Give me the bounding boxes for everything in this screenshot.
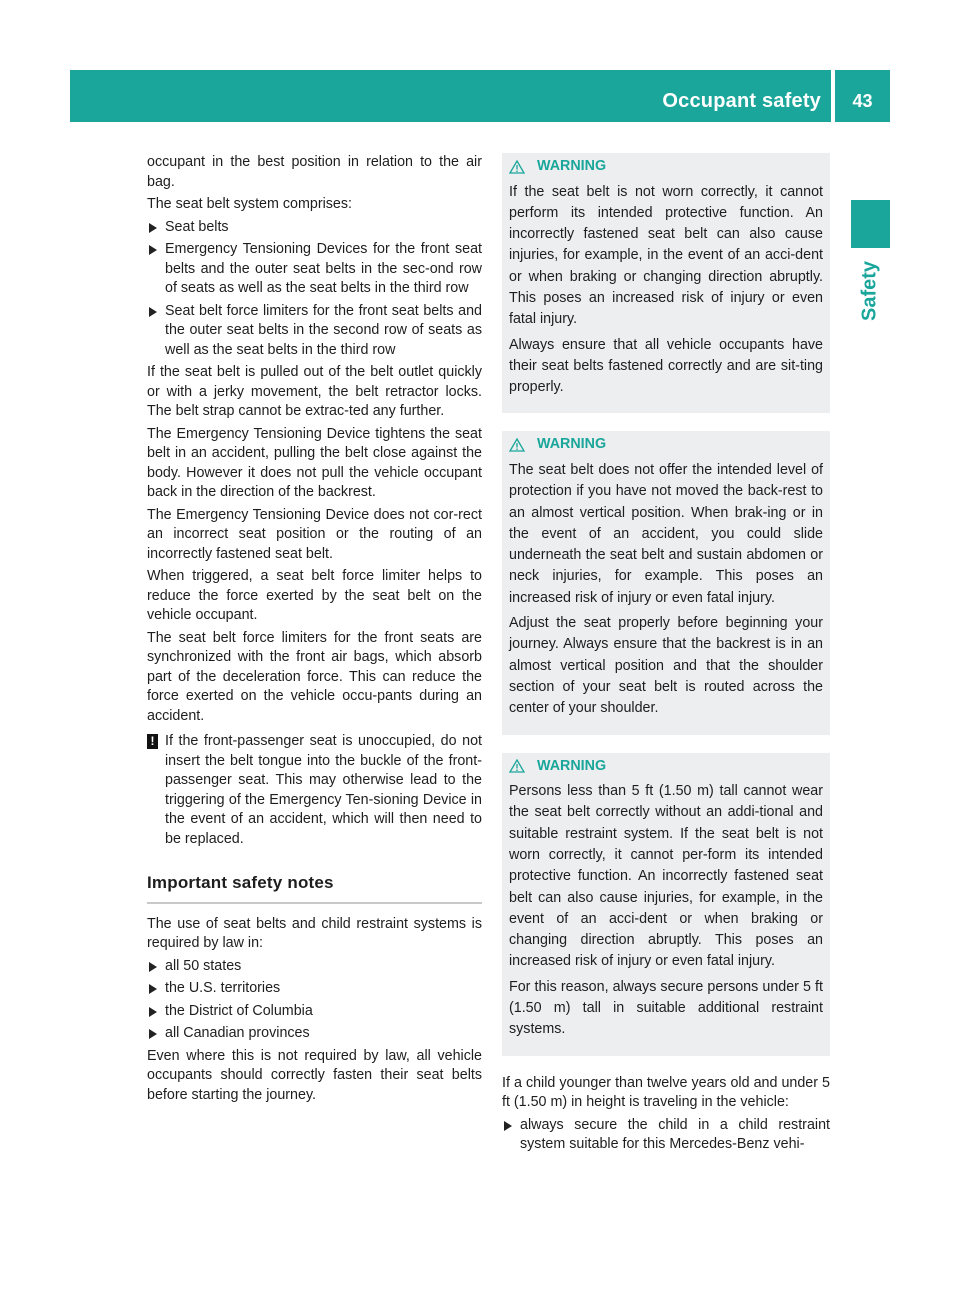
warning-box: [502, 431, 830, 734]
warning-box: [502, 153, 830, 413]
paragraph: Adjust the seat properly before beginning your journey. Always ensure that the backrest is in an almost vertical position and that the shoulder section of your seat belt is routed across the center of your shoulder.: [509, 615, 823, 717]
paragraph: Even where this is not required by law, all vehicle occupants should correctly fasten their seat belts before starting the journey.: [147, 1047, 482, 1103]
list-item: always secure the child in a child restraint system suitable for this Mercedes-Benz vehi-: [502, 1116, 830, 1155]
component-list: [147, 218, 482, 361]
list-item: Emergency Tensioning Devices for the front seat belts and the outer seat belts in the sec-ond row of seats as well as the seat belts in the third row: [147, 240, 482, 299]
warning-triangle-icon: [509, 160, 525, 174]
left-column: [147, 153, 482, 1108]
list-item: Seat belt force limiters for the front seat belts and the outer seat belts in the second row of seats as well as the seat belts in the third row: [147, 302, 482, 361]
warning-label: WARNING: [537, 757, 607, 774]
list-item: all 50 states: [147, 957, 482, 977]
jurisdiction-list: [147, 957, 482, 1044]
list-item: the U.S. territories: [147, 979, 482, 999]
warning-label: WARNING: [537, 158, 607, 174]
list-item: Seat belts: [147, 218, 482, 238]
paragraph: If the seat belt is not worn correctly, it cannot perform its intended protective function. An incorrectly fastened seat belt can also cause injuries, for example, in the event of an acci-dent or when braking or changing direction abruptly. This poses an increased risk of injury or even fatal injury.: [509, 183, 823, 328]
paragraph: For this reason, always secure persons under 5 ft (1.50 m) tall in suitable additional restraint systems.: [509, 978, 823, 1038]
warning-title: [509, 157, 823, 177]
warning-triangle-icon: [509, 759, 525, 773]
note-block: [147, 732, 482, 849]
warning-box: [502, 753, 830, 1056]
right-column: [502, 153, 830, 1158]
paragraph: The seat belt does not offer the intended level of protection if you have not moved the back-rest to an almost vertical position. When brak-ing or in the event of an accident, you could slide underneath the seat belt and sustain abdomen or neck injuries, for example. This poses an increased risk of injury or even fatal injury.: [509, 461, 823, 606]
side-tab-marker: [851, 200, 890, 248]
paragraph: The Emergency Tensioning Device does not cor-rect an incorrect seat position or the routing of an incorrectly fastened seat belt.: [147, 506, 482, 562]
page-number: 43: [835, 70, 890, 122]
paragraph: The use of seat belts and child restraint systems is required by law in:: [147, 915, 482, 951]
warning-label: WARNING: [537, 436, 607, 453]
paragraph: If a child younger than twelve years old and under 5 ft (1.50 m) in height is traveling in the vehicle:: [502, 1074, 830, 1111]
side-tab-label: Safety: [858, 260, 881, 322]
paragraph: The Emergency Tensioning Device tightens the seat belt in an accident, pulling the belt close against the body. However it does not pull the vehicle occupant back in the direction of the backrest.: [147, 425, 482, 500]
paragraph: When triggered, a seat belt force limiter helps to reduce the force exerted by the seat belt on the vehicle occupant.: [147, 568, 482, 623]
paragraph: The seat belt system comprises:: [147, 196, 352, 212]
paragraph: If the seat belt is pulled out of the belt outlet quickly or with a jerky movement, the belt retractor locks. The belt strap cannot be extrac-ted any further.: [147, 364, 482, 419]
warning-title: [509, 757, 823, 777]
paragraph: Always ensure that all vehicle occupants have their seat belts fastened correctly and are sit-ting properly.: [509, 336, 823, 396]
child-safety-list: [502, 1116, 830, 1155]
paragraph: occupant in the best position in relation to the air bag.: [147, 154, 482, 190]
note-text: If the front-passenger seat is unoccupied, do not insert the belt tongue into the buckle of the front-passenger seat. This may otherwise lead to the triggering of the Emergency Ten-sioning Device in the event of an accident, which will then need to be replaced.: [165, 733, 482, 847]
paragraph: Persons less than 5 ft (1.50 m) tall cannot wear the seat belt correctly without an addi-tional and suitable restraint system. If the seat belt is not worn correctly, it cannot per-form its intended protective function. An incorrectly fastened seat belt can also cause injuries, for example, in the event of an acci-dent or when braking or changing direction abruptly. This poses an increased risk of injury or even fatal injury.: [509, 783, 823, 970]
page-title: Occupant safety: [662, 70, 831, 122]
section-heading: Important safety notes: [147, 873, 482, 904]
list-item: all Canadian provinces: [147, 1024, 482, 1044]
warning-title: [509, 435, 823, 455]
list-item: the District of Columbia: [147, 1002, 482, 1022]
warning-triangle-icon: [509, 438, 525, 452]
exclamation-icon: !: [147, 734, 158, 749]
paragraph: The seat belt force limiters for the front seats are synchronized with the front air bags, which absorb part of the deceleration force. This can reduce the force exerted on the vehicle occu-pants during an accident.: [147, 629, 482, 724]
